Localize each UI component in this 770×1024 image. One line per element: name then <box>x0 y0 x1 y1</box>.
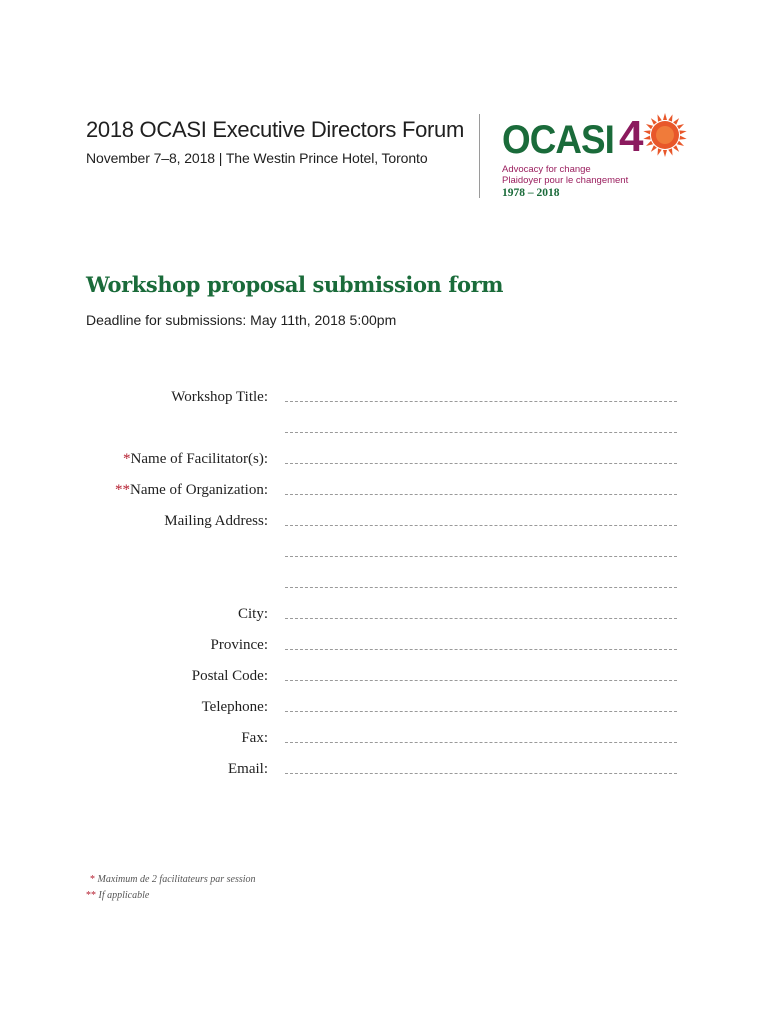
workshop-title-row-2 <box>0 420 770 440</box>
mailing-address-field-line-2[interactable] <box>285 556 677 557</box>
header-divider <box>479 114 480 198</box>
footnote-text: Maximum de 2 facilitateurs par session <box>97 874 256 885</box>
city-label: City: <box>237 606 268 622</box>
fax-row <box>0 730 770 750</box>
mailing-address-row-3 <box>0 575 770 595</box>
postal-code-label: Postal Code: <box>191 668 268 684</box>
email-row <box>0 761 770 781</box>
workshop-title-label: Workshop Title: <box>171 389 268 405</box>
submission-deadline: Deadline for submissions: May 11th, 2018 5:00pm <box>86 312 397 328</box>
organization-field[interactable] <box>285 494 677 495</box>
ocasi-logo <box>502 112 692 202</box>
required-marker: * <box>123 451 131 467</box>
postal-code-row <box>0 668 770 688</box>
event-header <box>86 117 464 166</box>
telephone-row <box>0 699 770 719</box>
email-field[interactable] <box>285 773 677 774</box>
telephone-field[interactable] <box>285 711 677 712</box>
logo-years: 1978 – 2018 <box>502 187 560 199</box>
sun-icon <box>642 112 688 158</box>
organization-label: **Name of Organization: <box>114 482 268 498</box>
form-title: Workshop proposal submission form <box>86 272 504 297</box>
mailing-address-field-line-3[interactable] <box>285 587 677 588</box>
mailing-address-label: Mailing Address: <box>164 513 268 529</box>
fax-field[interactable] <box>285 742 677 743</box>
footnote-applicable <box>86 890 149 901</box>
fax-label: Fax: <box>241 730 268 746</box>
event-subtitle: November 7–8, 2018 | The Westin Prince Hotel, Toronto <box>86 150 428 166</box>
facilitator-field[interactable] <box>285 463 677 464</box>
footnote-text: If applicable <box>98 890 150 901</box>
footnote-marker: ** <box>86 890 96 901</box>
workshop-title-row <box>0 389 770 409</box>
facilitator-row <box>0 451 770 471</box>
required-marker: ** <box>114 482 130 498</box>
logo-number: 4 <box>619 112 644 161</box>
city-field[interactable] <box>285 618 677 619</box>
logo-tagline-fr: Plaidoyer pour le changement <box>502 175 629 186</box>
email-label: Email: <box>228 761 268 777</box>
mailing-address-field[interactable] <box>285 525 677 526</box>
province-label: Province: <box>210 637 268 653</box>
logo-wordmark: OCASI <box>502 118 614 162</box>
mailing-address-row <box>0 513 770 533</box>
facilitator-label: *Name of Facilitator(s): <box>123 451 268 467</box>
footnote-marker: * <box>90 874 95 885</box>
footnote-facilitators <box>90 874 256 885</box>
telephone-label: Telephone: <box>201 699 268 715</box>
province-row <box>0 637 770 657</box>
workshop-title-field-line-2[interactable] <box>285 432 677 433</box>
workshop-title-field[interactable] <box>285 401 677 402</box>
logo-tagline-en: Advocacy for change <box>502 164 591 175</box>
postal-code-field[interactable] <box>285 680 677 681</box>
city-row <box>0 606 770 626</box>
province-field[interactable] <box>285 649 677 650</box>
mailing-address-row-2 <box>0 544 770 564</box>
event-title: 2018 OCASI Executive Directors Forum <box>86 117 465 142</box>
organization-row <box>0 482 770 502</box>
